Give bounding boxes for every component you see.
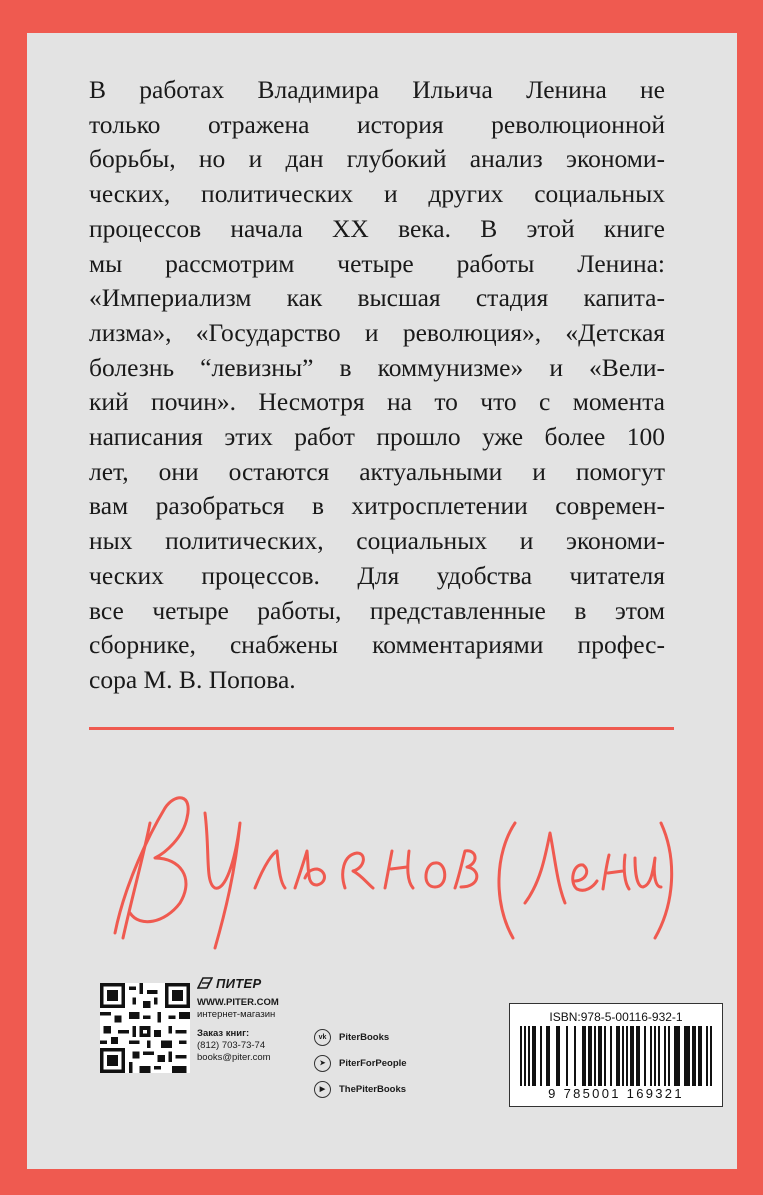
annotation-line: все четыре работы, представленные в этом [89,595,665,625]
annotation-line: сборнике, снабжены комментариями профес- [89,630,665,660]
isbn-number: ISBN:978-5-00116-932-1 [549,1010,683,1024]
barcode-bar [604,1026,606,1086]
vk-icon: vk [314,1029,331,1046]
signature-text [95,763,104,765]
qr-code[interactable] [100,983,190,1073]
barcode-bar [684,1026,690,1086]
barcode-bar [598,1026,602,1086]
barcode-bar [626,1026,628,1086]
divider-line [89,727,674,730]
barcode-bar [574,1026,576,1086]
annotation-line: вам разобраться в хитросплетении современ- [89,491,665,521]
barcode-image [520,1026,712,1086]
annotation-line: борьбы, но и дан глубокий анализ экономи- [89,144,665,174]
barcode-bar [566,1026,568,1086]
barcode-bar [674,1026,680,1086]
barcode-bar [644,1026,646,1086]
social-youtube[interactable] [314,1081,406,1098]
barcode-bar [546,1026,550,1086]
telegram-icon: ➤ [314,1055,331,1072]
barcode-bar [668,1026,670,1086]
barcode-bar [616,1026,620,1086]
barcode-bar [594,1026,596,1086]
barcode-bar [654,1026,656,1086]
annotation-line: процессов начала XX века. В этой книге [89,213,665,243]
annotation-line: болезнь “левизны” в коммунизме» и «Вели- [89,352,665,382]
barcode-bar [610,1026,612,1086]
publisher-logo [197,975,261,991]
piter-logo-icon [197,977,213,989]
cover-panel [27,33,737,1169]
annotation-line: «Империализм как высшая стадия капита- [89,283,665,313]
barcode-bar [664,1026,666,1086]
barcode-bar [710,1026,712,1086]
annotation-line: В работах Владимира Ильича Ленина не [89,75,665,104]
social-telegram-label: PiterForPeople [339,1058,407,1069]
publisher-logo-text: ПИТЕР [216,975,262,991]
isbn-barcode-box [509,1003,723,1107]
annotation-line: ческих процессов. Для удобства читателя [89,560,665,590]
annotation-line: лет, они остаются актуальными и помогут [89,456,665,486]
annotation-line: ных политических, социальных и экономи- [89,526,665,556]
barcode-bar [650,1026,652,1086]
barcode-bar [630,1026,634,1086]
social-vk-label: PiterBooks [339,1032,390,1043]
annotation-line: кий почин». Несмотря на то что с момента [89,387,665,417]
barcode-bar [636,1026,640,1086]
social-youtube-label: ThePiterBooks [339,1084,407,1095]
annotation-line: ческих, политических и других социальных [89,179,665,209]
social-vk[interactable] [314,1029,389,1046]
barcode-bar [540,1026,542,1086]
annotation-line: мы рассмотрим четыре работы Ленина: [89,248,665,278]
youtube-icon: ▶ [314,1081,331,1098]
barcode-bar [582,1026,586,1086]
barcode-bar [528,1026,530,1086]
social-telegram[interactable] [314,1055,407,1072]
order-email[interactable]: books@piter.com [197,1052,271,1063]
barcode-bar [532,1026,536,1086]
barcode-bar [658,1026,660,1086]
barcode-bar [520,1026,522,1086]
barcode-bar [622,1026,624,1086]
order-title: Заказ книг: [197,1028,250,1039]
annotation-line: только отражена история революционной [89,109,665,139]
publisher-info [197,975,417,1095]
barcode-bar [556,1026,560,1086]
order-phone: (812) 703-73-74 [197,1040,266,1051]
annotation-line: сора М. В. Попова. [89,664,296,694]
barcode-bar [588,1026,592,1086]
barcode-bar [698,1026,702,1086]
annotation-text [89,73,665,698]
barcode-bar [692,1026,696,1086]
barcode-digits: 9 785001 169321 [548,1086,684,1101]
signature-image [95,763,675,963]
barcode-bar [524,1026,526,1086]
annotation-line: лизма», «Государство и революция», «Детская [89,317,665,347]
barcode-bar [706,1026,708,1086]
publisher-site-link[interactable]: WWW.PITER.COM [197,997,279,1008]
publisher-site-caption: интернет-магазин [197,1009,276,1020]
annotation-line: написания этих работ прошло уже более 100 [89,422,665,452]
